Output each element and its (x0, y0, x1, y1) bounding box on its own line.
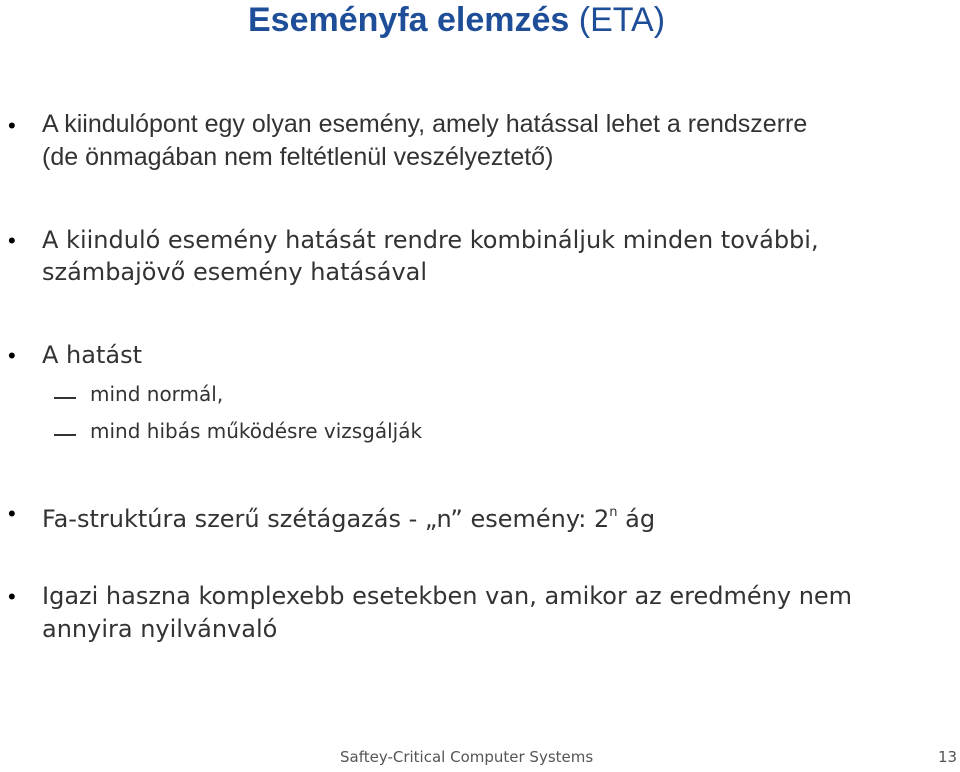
bullet-2-line2: számbajövő esemény hatásával (42, 258, 428, 286)
bullet-1 (42, 108, 807, 174)
bullet-marker-1: • (8, 113, 16, 138)
bullet-4-text: Fa-struktúra szerű szétágazás - „n” esemény: 2 (42, 505, 610, 533)
bullet-5 (42, 580, 852, 646)
bullet-4 (42, 497, 655, 535)
bullet-marker-4: • (8, 501, 16, 526)
bullet-1-line1: A kiindulópont egy olyan esemény, amely hatással lehet a rendszerre (42, 110, 808, 138)
bullet-marker-5: • (8, 584, 16, 609)
bullet-4-text-end: ág (617, 505, 656, 533)
slide-footer: Saftey-Critical Computer Systems (340, 748, 594, 766)
slide-title (248, 0, 665, 40)
sub-dash-2 (54, 434, 76, 436)
bullet-3 (42, 339, 142, 371)
bullet-3-line1: A hatást (42, 341, 142, 369)
subitem-2: mind hibás működésre vizsgálják (90, 419, 423, 443)
bullet-2 (42, 224, 819, 288)
bullet-marker-3: • (8, 343, 16, 368)
bullet-4-superscript: n (609, 505, 618, 520)
bullet-5-line2: annyira nyilvánvaló (42, 615, 278, 643)
sub-dash-1 (54, 397, 76, 399)
title-main: Eseményfa elemzés (248, 1, 570, 39)
subitem-1: mind normál, (90, 382, 224, 406)
bullet-1-line2: (de önmagában nem feltétlenül veszélyeztető) (42, 143, 554, 171)
bullet-marker-2: • (8, 228, 16, 253)
bullet-5-line1: Igazi haszna komplexebb esetekben van, amikor az eredmény nem (42, 582, 853, 610)
title-suffix: (ETA) (578, 1, 666, 39)
bullet-2-line1: A kiinduló esemény hatását rendre kombináljuk minden további, (42, 226, 819, 254)
page-number: 13 (938, 748, 958, 766)
